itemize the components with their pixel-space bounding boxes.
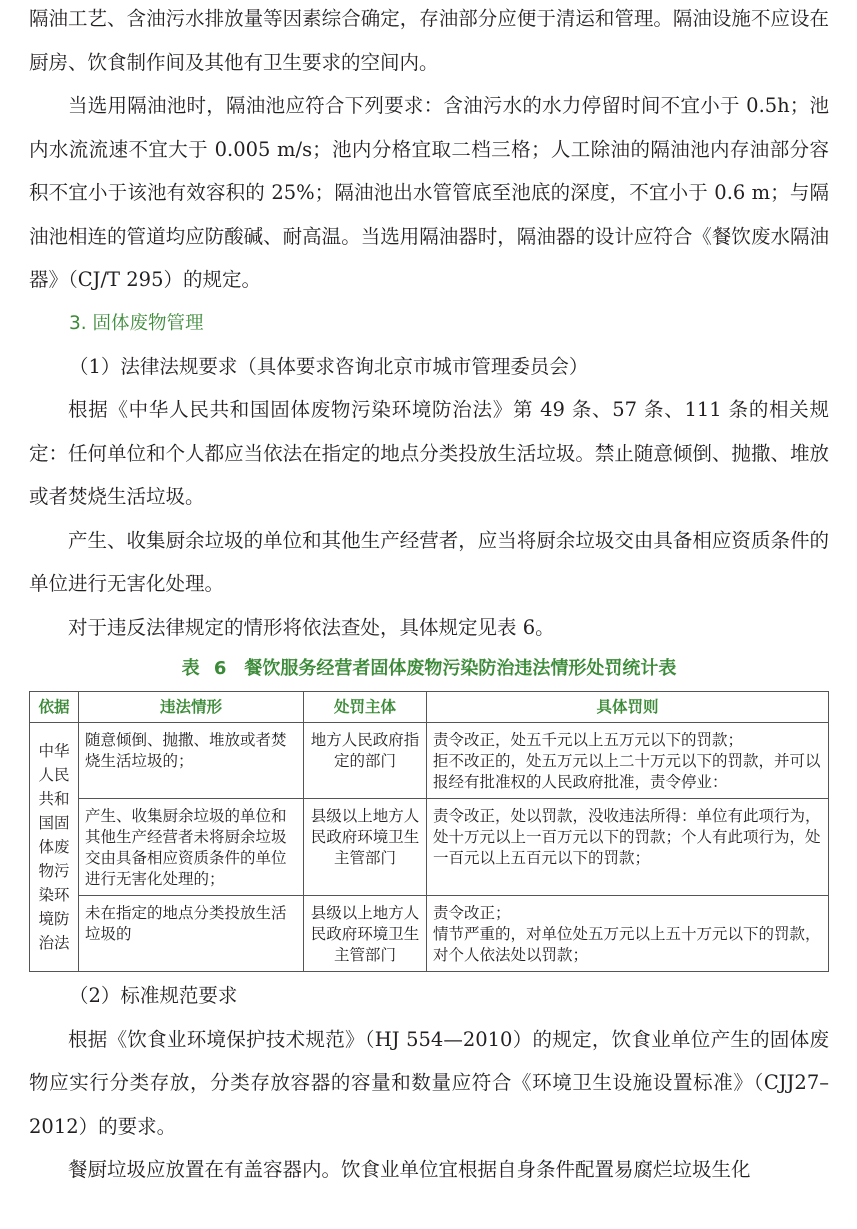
paragraph-grease-trap-design: 隔油工艺、含油污水排放量等因素综合确定，存油部分应便于清运和管理。隔油设施不应设在厨房、饮食制作间及其他有卫生要求的空间内。 (29, 7, 829, 74)
subject-cell: 县级以上地方人民政府环境卫生主管部门 (304, 896, 427, 972)
paragraph-see-table: 对于违反法律规定的情形将依法查处，具体规定见表 6。 (68, 615, 555, 639)
penalty-line: 责令改正，处五千元以上五万元以下的罚款； (433, 731, 744, 749)
penalty-line: 责令改正； (433, 904, 511, 922)
penalty-table (29, 691, 829, 972)
penalty-line: 拒不改正的，处五万元以上二十万元以下的罚款，并可以报经有批准权的人民政府批准，责令停业： (433, 752, 821, 791)
basis-cell: 中华人民共和国固体废物污染环境防治法 (30, 723, 79, 972)
paragraph-grease-trap-requirements: 当选用隔油池时，隔油池应符合下列要求：含油污水的水力停留时间不宜小于 0.5h；池内水流流速不宜大于 0.005 m/s；池内分格宜取二档三格；人工除油的隔油池内存油部分容积不宜小于该池有效容积的 25%；隔油池出水管管底至池底的深度，不宜小于 0.6 m；与隔油池相连的管道均应防酸碱、耐高温。当选用隔油器时，隔油器的设计应符合《餐饮废水隔油器》（CJ/T 295）的规定。 (29, 94, 829, 291)
table-row (30, 799, 829, 896)
header-basis: 依据 (30, 692, 79, 723)
subject-cell: 地方人民政府指定的部门 (304, 723, 427, 799)
paragraph-standard-provisions: 根据《饮食业环境保护技术规范》（HJ 554—2010）的规定，饮食业单位产生的固体废物应实行分类存放，分类存放容器的容量和数量应符合《环境卫生设施设置标准》（CJJ27–2012）的要求。 (29, 1027, 829, 1138)
subsection-heading-standards: （2）标准规范要求 (69, 984, 238, 1007)
header-penalty: 具体罚则 (427, 692, 829, 723)
subject-cell: 县级以上地方人民政府环境卫生主管部门 (304, 799, 427, 896)
paragraph-law-provisions: 根据《中华人民共和国固体废物污染环境防治法》第 49 条、57 条、111 条的相关规定：任何单位和个人都应当依法在指定的地点分类投放生活垃圾。禁止随意倾倒、抛撒、堆放或者焚烧生活垃圾。 (29, 398, 829, 508)
subsection-heading-laws: （1）法律法规要求（具体要求咨询北京市城市管理委员会） (69, 354, 589, 378)
table-header-row (30, 692, 829, 723)
violation-cell: 产生、收集厨余垃圾的单位和其他生产经营者未将厨余垃圾交由具备相应资质条件的单位进行无害化处理的； (79, 799, 304, 896)
violation-cell: 未在指定的地点分类投放生活垃圾的 (79, 896, 304, 972)
table-row (30, 723, 829, 799)
paragraph-kitchen-waste-containers: 餐厨垃圾应放置在有盖容器内。饮食业单位宜根据自身条件配置易腐烂垃圾生化 (68, 1158, 751, 1181)
violation-cell: 随意倾倒、抛撒、堆放或者焚烧生活垃圾的； (79, 723, 304, 799)
penalty-line: 责令改正，处以罚款，没收违法所得：单位有此项行为，处十万元以上一百万元以下的罚款；个人有此项行为，处一百元以上五百元以下的罚款； (433, 807, 821, 867)
penalty-cell (427, 723, 829, 799)
paragraph-kitchen-waste-duty: 产生、收集厨余垃圾的单位和其他生产经营者，应当将厨余垃圾交由具备相应资质条件的单位进行无害化处理。 (29, 528, 829, 595)
header-violation: 违法情形 (79, 692, 304, 723)
header-subject: 处罚主体 (304, 692, 427, 723)
penalty-line: 情节严重的，对单位处五万元以上五十万元以下的罚款，对个人依法处以罚款； (433, 925, 821, 964)
penalty-cell (427, 896, 829, 972)
section-heading-solid-waste: 3. 固体废物管理 (69, 312, 204, 334)
penalty-cell (427, 799, 829, 896)
table-caption: 表 6 餐饮服务经营者固体废物污染防治违法情形处罚统计表 (181, 658, 677, 679)
table-row (30, 896, 829, 972)
